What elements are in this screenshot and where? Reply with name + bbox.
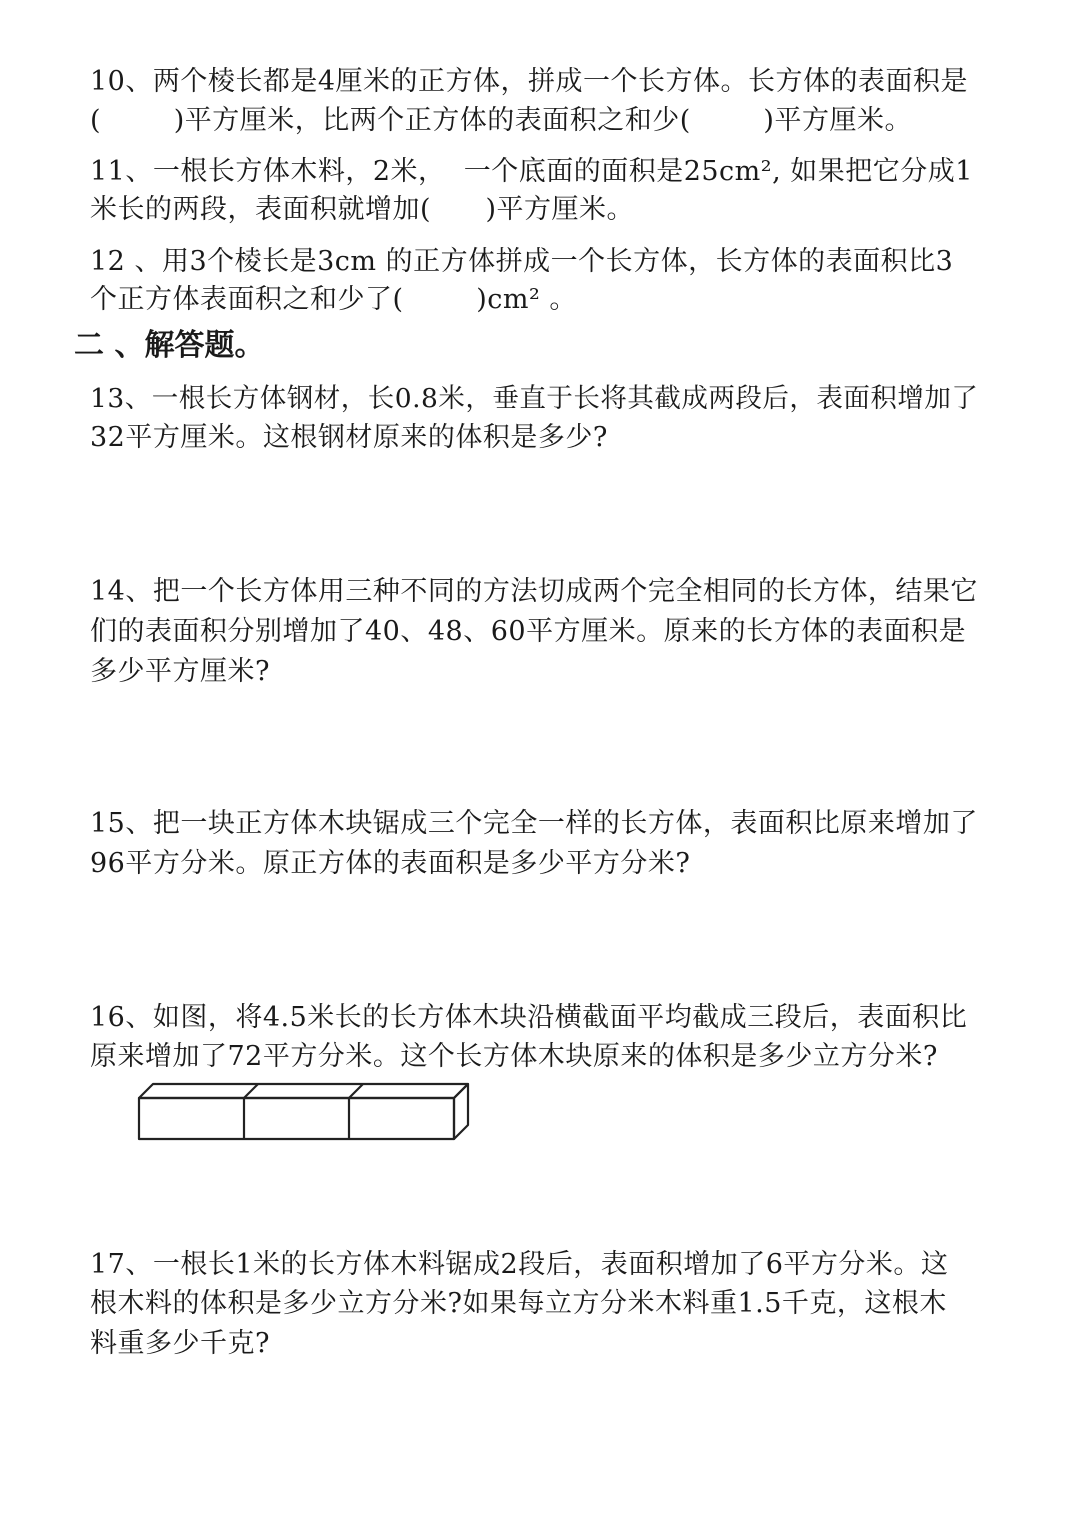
cut-line-1-top	[244, 1084, 258, 1098]
question-11-line-2: 米长的两段，表面积就增加( )平方厘米。	[90, 194, 635, 225]
question-13-line-2: 32平方厘米。这根钢材原来的体积是多少?	[90, 422, 608, 453]
question-10-line-2: ( )平方厘米，比两个正方体的表面积之和少( )平方厘米。	[90, 105, 912, 136]
question-12-line-1: 12 、用3个棱长是3cm 的正方体拼成一个长方体，长方体的表面积比3	[90, 246, 954, 277]
question-17-line-3: 料重多少千克?	[90, 1328, 270, 1359]
question-17-line-1: 17、一根长1米的长方体木料锯成2段后，表面积增加了6平方分米。这	[90, 1249, 949, 1280]
question-12-line-2: 个正方体表面积之和少了( )cm² 。	[90, 284, 577, 315]
question-15-line-2: 96平方分米。原正方体的表面积是多少平方分米?	[90, 848, 691, 879]
question-16-line-1: 16、如图，将4.5米长的长方体木块沿横截面平均截成三段后，表面积比	[90, 1002, 968, 1033]
question-17-line-2: 根木料的体积是多少立方分米?如果每立方分米木料重1.5千克，这根木	[90, 1288, 947, 1319]
question-15-line-1: 15、把一块正方体木块锯成三个完全一样的长方体，表面积比原来增加了	[90, 808, 978, 839]
question-16-line-2: 原来增加了72平方分米。这个长方体木块原来的体积是多少立方分米?	[90, 1041, 938, 1072]
cuboid-diagram	[130, 1078, 480, 1148]
question-13-line-1: 13、一根长方体钢材，长0.8米，垂直于长将其截成两段后，表面积增加了	[90, 383, 979, 414]
question-14-line-3: 多少平方厘米?	[90, 656, 270, 687]
cuboid-side-face	[454, 1084, 468, 1139]
question-14-line-1: 14、把一个长方体用三种不同的方法切成两个完全相同的长方体，结果它	[90, 576, 978, 607]
cuboid-figure	[130, 1078, 480, 1152]
question-14-line-2: 们的表面积分别增加了40、48、60平方厘米。原来的长方体的表面积是	[90, 616, 967, 647]
question-10-line-1: 10、两个棱长都是4厘米的正方体，拼成一个长方体。长方体的表面积是	[90, 66, 969, 97]
cut-line-2-top	[349, 1084, 363, 1098]
cuboid-front-face	[139, 1098, 454, 1139]
cuboid-top-face	[139, 1084, 468, 1098]
section-heading: 二 、解答题。	[74, 328, 265, 363]
question-11-line-1: 11、一根长方体木料，2米， 一个底面的面积是25cm², 如果把它分成1	[90, 156, 973, 187]
